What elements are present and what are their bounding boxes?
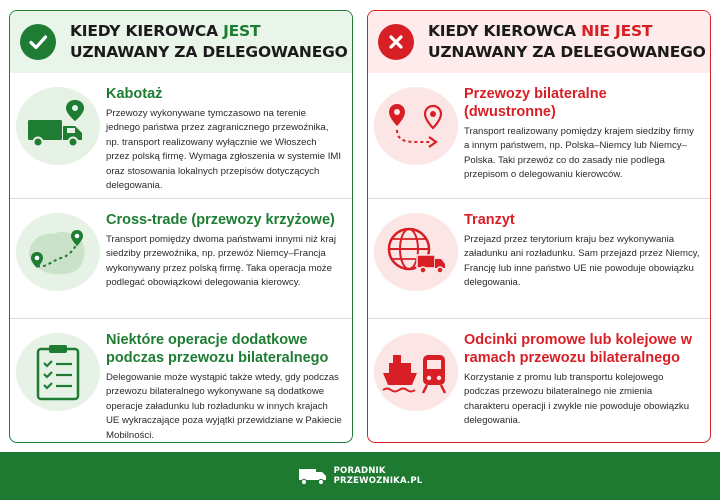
heading-highlight: JEST	[223, 22, 261, 40]
heading-highlight: NIE JEST	[581, 22, 653, 40]
section-ferry-rail	[368, 318, 710, 443]
section-transit	[368, 198, 710, 318]
right-panel-header	[368, 11, 710, 73]
x-mark-icon	[378, 24, 414, 60]
logo-line-1: PORADNIK	[333, 466, 386, 476]
logo-line-2: PRZEWOZNIKA.PL	[333, 476, 423, 486]
truck-with-pin-icon	[16, 87, 100, 165]
section-text: Delegowanie może wystąpić także wtedy, gdy podczas przewozu bilateralnego wykonywane są dodatkowe operacje załadunku lub rozładunku w innych krajach UE wykraczające poza wyjątki przewidziane w Pakiecie Mobilności.	[106, 372, 342, 441]
footer-logo[interactable]	[298, 465, 423, 487]
checklist-clipboard-icon	[16, 333, 100, 411]
ferry-train-icon	[374, 333, 458, 411]
right-panel-not-posted	[367, 10, 711, 443]
section-additional-operations	[10, 318, 352, 443]
section-bilateral	[368, 73, 710, 198]
right-panel-title: KIEDY KIEROWCA NIE JEST UZNAWANY ZA DELEGOWANEGO	[428, 22, 706, 61]
section-title: Kabotaż	[106, 86, 163, 102]
logo-truck-icon	[298, 465, 328, 487]
left-panel-title: KIEDY KIEROWCA JEST UZNAWANY ZA DELEGOWANEGO	[70, 22, 348, 61]
checkmark-icon	[20, 24, 56, 60]
globe-truck-icon	[374, 213, 458, 291]
section-text: Przejazd przez terytorium kraju bez wykonywania załadunku ani rozładunku. Sam przejazd przez Niemcy, Francję lub inne państwo UE nie powoduje obowiązku delegowania.	[464, 234, 700, 289]
footer-bar	[0, 452, 720, 500]
section-text: Transport realizowany pomiędzy krajem siedziby firmy a innym państwem, np. Polska–Niemcy lub Niemcy–Polska. Taki przewóz co do zasady nie podlega przepisom o delegowaniu kierowców.	[464, 126, 694, 181]
section-text: Korzystanie z promu lub transportu kolejowego podczas przewozu bilateralnego nie zmienia charakteru operacji i zwykle nie powoduje obowiązku delegowania.	[464, 372, 690, 427]
left-panel-header	[10, 11, 352, 73]
section-text: Przewozy wykonywane tymczasowo na terenie jednego państwa przez zagranicznego przewoźnika, np. transport realizowany wyłącznie we Włoszech przez polską firmę. Wymaga zgłoszenia w systemie IMI oraz stosowania lokalnych przepisów dotyczących delegowania.	[106, 108, 342, 192]
section-title: Przewozy bilateralne (dwustronne)	[464, 86, 607, 120]
europe-map-route-icon	[16, 213, 100, 291]
section-title: Niektóre operacje dodatkowe podczas przewozu bilateralnego	[106, 332, 329, 366]
left-panel-posted	[9, 10, 353, 443]
section-title: Cross-trade (przewozy krzyżowe)	[106, 212, 335, 228]
section-cabotage	[10, 73, 352, 198]
section-text: Transport pomiędzy dwoma państwami innymi niż kraj siedziby przewoźnika, np. przewóz Niemcy–Francja wykonywany przez polską firmę. Taka operacja może podlegać obowiązkowi delegowania kierowcy.	[106, 234, 336, 289]
route-two-pins-icon	[374, 87, 458, 165]
section-title: Odcinki promowe lub kolejowe w ramach przewozu bilateralnego	[464, 332, 693, 366]
section-cross-trade	[10, 198, 352, 318]
section-title: Tranzyt	[464, 212, 515, 228]
